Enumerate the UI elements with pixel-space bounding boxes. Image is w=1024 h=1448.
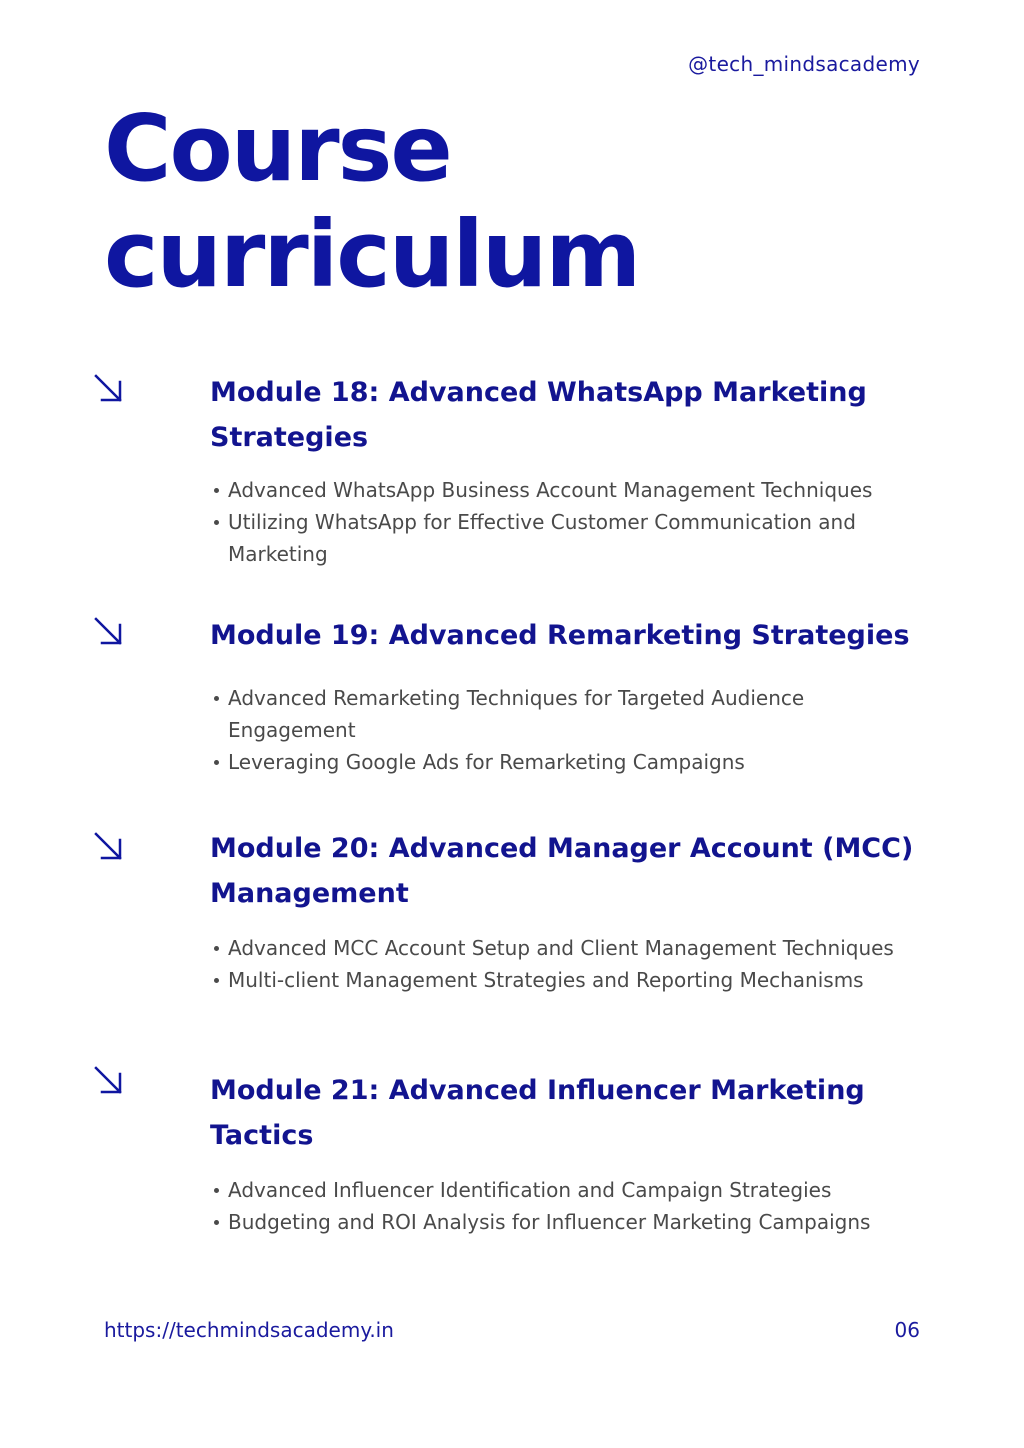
list-item: Advanced WhatsApp Business Account Management Techniques xyxy=(228,474,938,506)
list-item: Advanced Influencer Identification and Campaign Strategies xyxy=(228,1174,938,1206)
arrow-down-right-icon xyxy=(90,828,126,864)
arrow-down-right-icon xyxy=(90,370,126,406)
module-title: Module 18: Advanced WhatsApp Marketing Strategies xyxy=(210,377,867,453)
module-title: Module 20: Advanced Manager Account (MCC) Management xyxy=(210,833,914,909)
arrow-down-right-icon xyxy=(90,613,126,649)
page-title-line-1: Course xyxy=(104,95,451,202)
list-item: Advanced MCC Account Setup and Client Management Techniques xyxy=(228,932,938,964)
website-link[interactable]: https://techmindsacademy.in xyxy=(104,1318,394,1342)
topic-list xyxy=(210,474,938,570)
module-title: Module 21: Advanced Influencer Marketing Tactics xyxy=(210,1075,865,1151)
social-handle: @tech_mindsacademy xyxy=(688,52,920,76)
topic-list xyxy=(210,1174,938,1238)
list-item: Advanced Remarketing Techniques for Targeted Audience Engagement xyxy=(228,682,938,746)
list-item: Utilizing WhatsApp for Effective Customer Communication and Marketing xyxy=(228,506,938,570)
topic-list xyxy=(210,932,938,996)
page-title xyxy=(104,96,639,308)
module-title: Module 19: Advanced Remarketing Strategies xyxy=(210,620,910,651)
list-item: Multi-client Management Strategies and Reporting Mechanisms xyxy=(228,964,938,996)
arrow-down-right-icon xyxy=(90,1062,126,1098)
topic-list xyxy=(210,682,938,778)
list-item: Leveraging Google Ads for Remarketing Campaigns xyxy=(228,746,938,778)
page-title-line-2: curriculum xyxy=(104,201,640,308)
page-number: 06 xyxy=(894,1318,920,1342)
list-item: Budgeting and ROI Analysis for Influencer Marketing Campaigns xyxy=(228,1206,938,1238)
